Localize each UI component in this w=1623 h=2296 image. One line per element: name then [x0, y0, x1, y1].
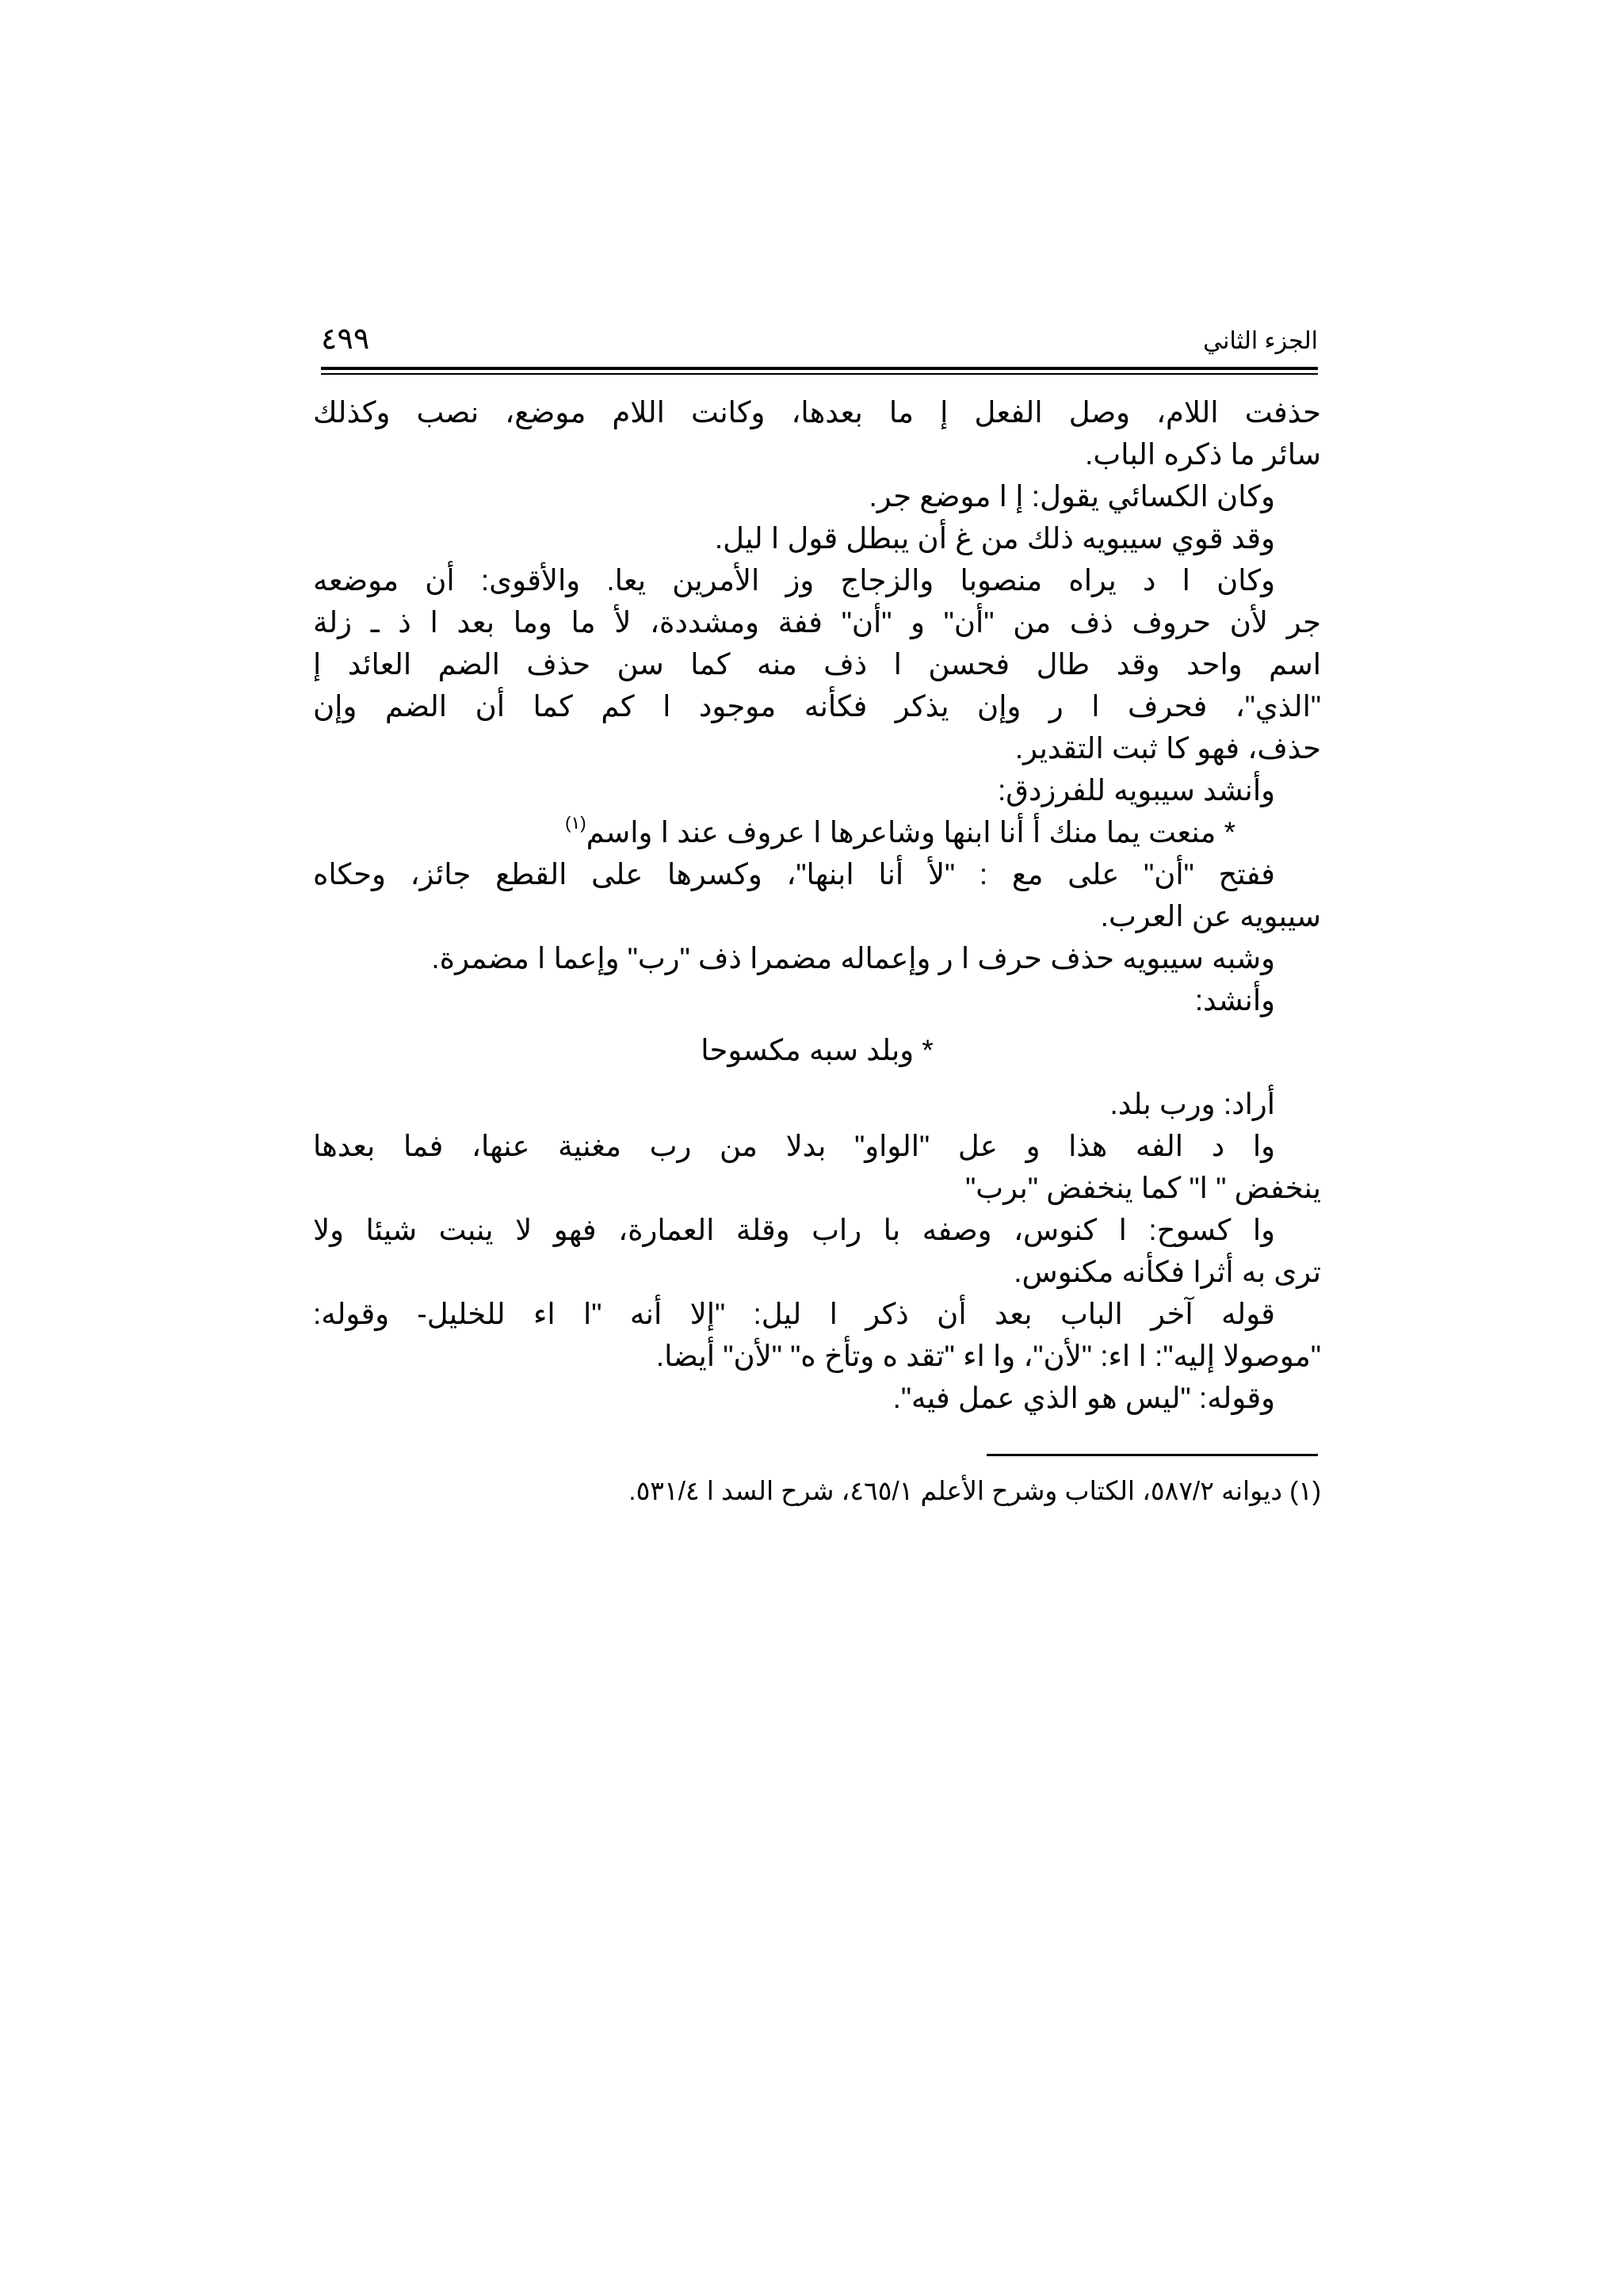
text-line-4: وقد قوي سيبويه ذلك من غ أن يبطل قول ا ليل.	[714, 522, 1275, 555]
text-line-23: "موصولا إليه": ا اء: "لأن"، وا اء "تقد ه وتأخ ه" "لأن" أيضا.	[655, 1340, 1321, 1372]
verse-line	[313, 812, 1321, 853]
text-line-3: وكان الكسائي يقول: إ ا موضع جر.	[869, 480, 1275, 513]
text-line-2: سائر ما ذكره الباب.	[1085, 438, 1321, 471]
header-rule-thick	[321, 367, 1318, 370]
text-line-14: وشبه سيبويه حذف حرف ا ر وإعماله مضمرا ذف "رب" وإعما ا مضمرة.	[431, 942, 1275, 974]
page-number: ٤٩٩	[321, 322, 370, 356]
text-line-24: وقوله: "ليس هو الذي عمل فيه".	[892, 1382, 1275, 1414]
page-header	[321, 321, 1318, 368]
text-line-22: قوله آخر الباب بعد أن ذكر ا ليل: "إلا أنه "ا اء للخليل- وقوله:	[313, 1298, 1275, 1330]
text-line-15: وأنشد:	[1194, 984, 1275, 1016]
text-line-18: وا د الفه هذا و عل "الواو" بدلا من رب مغنية عنها، فما بعدها	[313, 1130, 1275, 1162]
footnote-marker: (١)	[565, 812, 586, 833]
volume-label: الجزء الثاني	[1203, 328, 1318, 354]
text-line-19: ينخفض " ا" كما ينخفض "برب"	[965, 1172, 1321, 1204]
verse-line-2: * وبلد سبه مكسوحا	[701, 1034, 934, 1066]
text-line-12: ففتح "أن" على مع : "لأ أنا ابنها"، وكسرها على القطع جائز، وحكاه	[313, 858, 1275, 891]
text-line-21: ترى به أثرا فكأنه مكنوس.	[1014, 1256, 1321, 1288]
text-line-13: سيبويه عن العرب.	[1100, 900, 1321, 933]
text-line-8: "الذي"، فحرف ا ر وإن يذكر فكأنه موجود ا كم كما أن الضم وإن	[313, 690, 1321, 723]
text-line-10: وأنشد سيبويه للفرزدق:	[997, 774, 1275, 807]
text-line-1: حذفت اللام، وصل الفعل إ ما بعدها، وكانت اللام موضع، نصب وكذلك	[313, 396, 1321, 429]
text-line-7: اسم واحد وقد طال فحسن ا ذف منه كما سن حذف الضم العائد إ	[313, 648, 1321, 681]
text-line-17: أراد: ورب بلد.	[1109, 1088, 1275, 1120]
text-line-5: وكان ا د يراه منصوبا والزجاج وز الأمرين يعا. والأقوى: أن موضعه	[313, 564, 1275, 597]
footnote: (١) ديوانه ٥٨٧/٢، الكتاب وشرح الأعلم ٤٦٥/١، شرح السد ا ٥٣١/٤.	[628, 1476, 1321, 1505]
text-line-20: وا كسوح: ا كنوس، وصفه با راب وقلة العمارة، فهو لا ينبت شيئا ولا	[313, 1214, 1275, 1246]
text-line-6: جر لأن حروف ذف من "أن" و "أن" ففة ومشددة، لأ ما وما بعد ا ذ ـ زلة	[313, 606, 1321, 639]
header-rule-thin	[321, 373, 1318, 375]
footnote-rule	[987, 1454, 1318, 1456]
text-line-9: حذف، فهو كا ثبت التقدير.	[1014, 732, 1321, 765]
verse-text: * منعت يما منك أ أنا ابنها وشاعرها ا عروف عند ا واسم	[586, 816, 1235, 849]
